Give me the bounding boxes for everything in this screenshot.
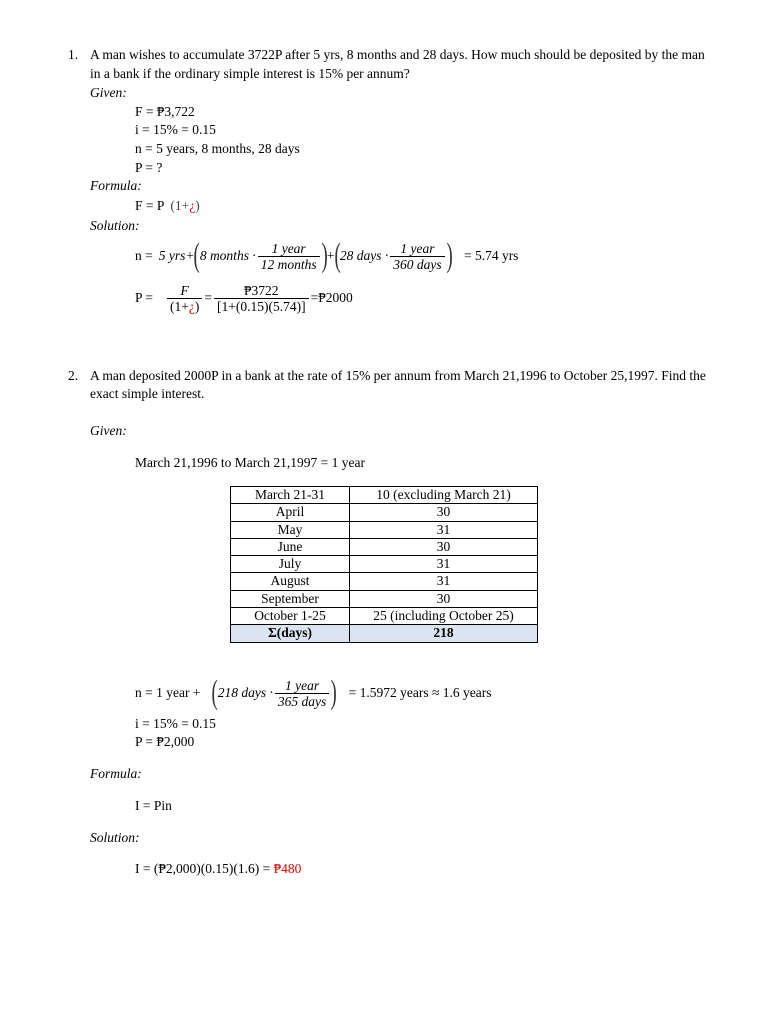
given-i: i = 15% = 0.15 bbox=[135, 122, 216, 137]
table-row: September 30 bbox=[231, 590, 538, 607]
n-eq-yrs: 5 yrs+ bbox=[158, 248, 195, 263]
table-row: July 31 bbox=[231, 556, 538, 573]
days-table bbox=[230, 486, 538, 643]
p-eq-equals: = bbox=[204, 290, 212, 305]
n-eq-days: 28 days · bbox=[339, 248, 389, 263]
solution-answer: ₱480 bbox=[273, 861, 302, 876]
p-eq-result: =₱2000 bbox=[310, 290, 353, 305]
problem-1-n-equation: n = 5 yrs+ ( 8 months · $\frac{\text{1 year}}{\text{12 months}}$ ) + ( 28 days · $\frac{\text{1 year}}{\text{360 days}}$ ) = 5.74 yrs bbox=[135, 237, 519, 274]
n-eq-plus: + bbox=[326, 248, 335, 263]
table-row: October 1-25 25 (including October 25) bbox=[231, 608, 538, 625]
n-eq-lhs: n = bbox=[135, 248, 153, 263]
problem-2-given-label: Given: bbox=[90, 423, 127, 438]
problem-2-p-line: P = ₱2,000 bbox=[135, 734, 195, 749]
problem-1-solution-label: Solution: bbox=[90, 218, 140, 233]
problem-1-formula bbox=[135, 198, 200, 214]
problem-1-p-equation bbox=[135, 279, 353, 317]
problem-2-number: 2. bbox=[68, 368, 79, 383]
table-row: June 30 bbox=[231, 538, 538, 555]
solution-expression: I = (₱2,000)(0.15)(1.6) = bbox=[135, 861, 274, 876]
n-eq-result: = 5.74 yrs bbox=[463, 248, 519, 263]
n-eq-months: 8 months · bbox=[199, 248, 256, 263]
table-row: March 21-31 10 (excluding March 21) bbox=[231, 487, 538, 504]
fraction-f-over-1-plus-i: $\frac{F}{(1+¿)}$ bbox=[167, 283, 202, 314]
problem-1-given-label: Given: bbox=[90, 85, 127, 100]
table-row: August 31 bbox=[231, 573, 538, 590]
problem-2-question-line2: exact simple interest. bbox=[90, 386, 205, 401]
fraction-3722-over-expression: $\frac{₱3722}{[1+(0.15)(5.74)]}$ bbox=[214, 283, 309, 314]
fraction-year-per-360-days: $\frac{\text{1 year}}{\text{360 days}}$ bbox=[390, 241, 444, 272]
problem-2-n-equation: n = 1 year + ( 218 days · $\frac{\text{1 year}}{\text{365 days}}$ ) = 1.5972 years ≈ 1.6 years bbox=[135, 674, 492, 711]
formula-lhs: F = P bbox=[135, 198, 165, 213]
problem-2-i-line: i = 15% = 0.15 bbox=[135, 716, 216, 731]
problem-1-number: 1. bbox=[68, 47, 79, 62]
n2-eq-result: = 1.5972 years ≈ 1.6 years bbox=[348, 685, 492, 700]
table-row: April 30 bbox=[231, 504, 538, 521]
n2-eq-days: 218 days · bbox=[217, 685, 273, 700]
p-eq-lhs: P = bbox=[135, 290, 153, 305]
given-n: n = 5 years, 8 months, 28 days bbox=[135, 141, 300, 156]
problem-1-formula-label: Formula: bbox=[90, 178, 142, 193]
table-row: May 31 bbox=[231, 521, 538, 538]
problem-2-solution bbox=[135, 861, 301, 877]
fraction-year-per-12-months: $\frac{\text{1 year}}{\text{12 months}}$ bbox=[258, 241, 320, 272]
problem-2-question-line1: A man deposited 2000P in a bank at the rate of 15% per annum from March 21,1996 to October 25,1997. Find the bbox=[90, 368, 706, 383]
fraction-year-per-365-days: $\frac{\text{1 year}}{\text{365 days}}$ bbox=[275, 678, 329, 709]
table-sum-row: Σ(days) 218 bbox=[231, 625, 538, 642]
problem-1-question-line2: in a bank if the ordinary simple interest is 15% per annum? bbox=[90, 66, 410, 81]
problem-1-question-line1: A man wishes to accumulate 3722P after 5 yrs, 8 months and 28 days. How much should be deposited by the man bbox=[90, 47, 705, 62]
problem-2-formula-label: Formula: bbox=[90, 766, 142, 781]
problem-2-formula: I = Pin bbox=[135, 798, 172, 813]
n2-eq-lhs: n = 1 year + bbox=[135, 685, 201, 700]
period-line: March 21,1996 to March 21,1997 = 1 year bbox=[135, 455, 365, 470]
problem-2-solution-label: Solution: bbox=[90, 830, 140, 845]
formula-paren: (1+¿) bbox=[170, 198, 200, 213]
given-p: P = ? bbox=[135, 160, 163, 175]
given-f: F = ₱3,722 bbox=[135, 104, 195, 119]
